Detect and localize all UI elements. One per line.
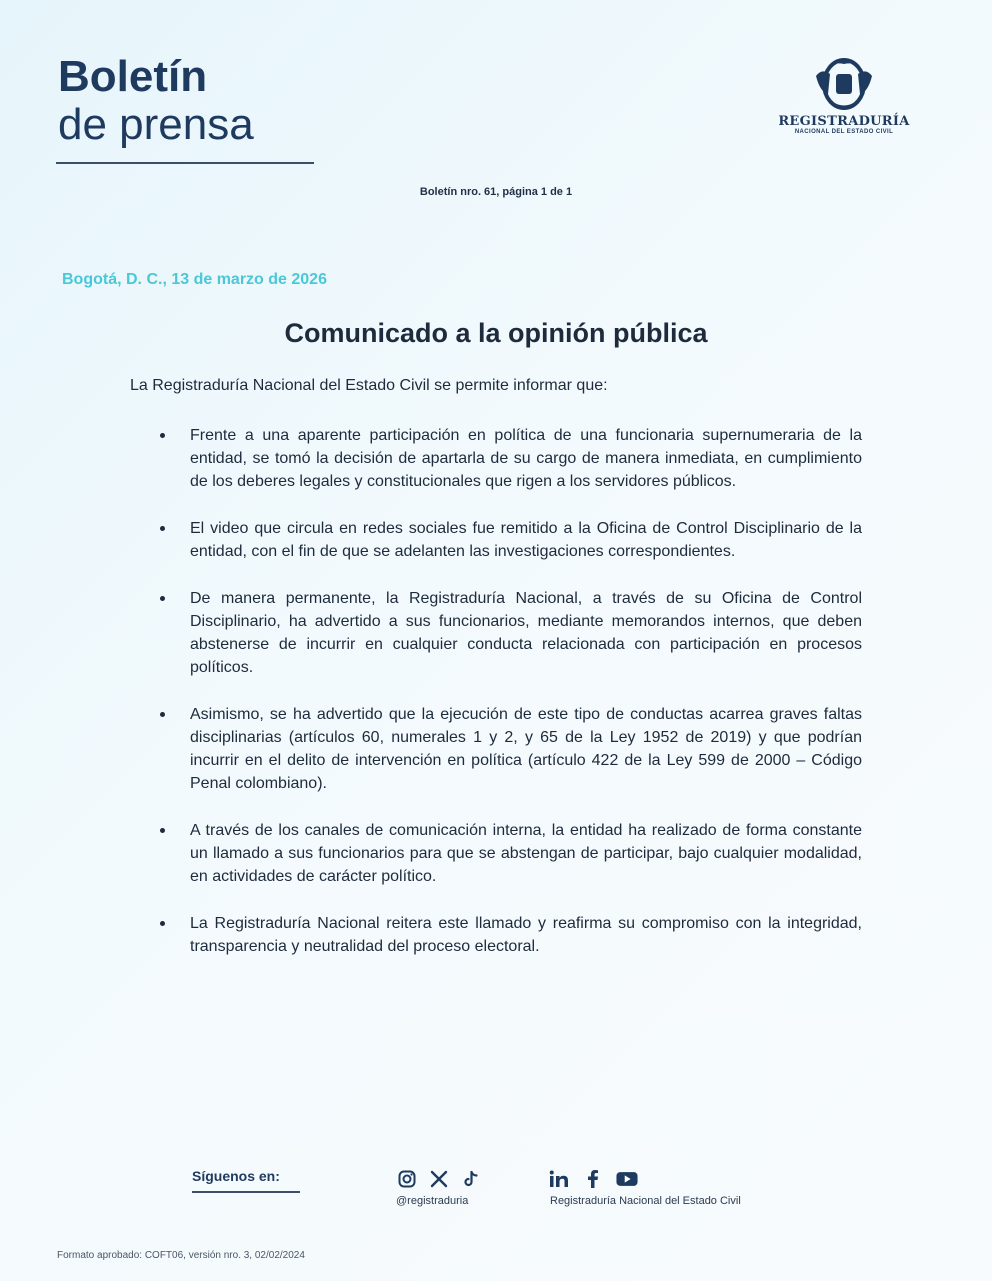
tiktok-icon[interactable] <box>460 1168 482 1190</box>
logo-subtitle: NACIONAL DEL ESTADO CIVIL <box>794 129 894 135</box>
bullet-icon <box>160 921 165 926</box>
x-icon[interactable] <box>428 1168 450 1190</box>
page-title: Comunicado a la opinión pública <box>284 318 708 348</box>
instagram-icon[interactable] <box>396 1168 418 1190</box>
coat-of-arms-icon <box>810 54 878 112</box>
logo-name: REGISTRADURÍA <box>778 114 910 129</box>
follow-label: Síguenos en: <box>192 1168 280 1184</box>
facebook-icon[interactable] <box>582 1168 604 1190</box>
bullet-icon <box>160 712 165 717</box>
list-item <box>160 424 862 493</box>
social-icons-group-2 <box>548 1168 638 1190</box>
bullet-icon <box>160 596 165 601</box>
list-item-text: Frente a una aparente participación en política de una funcionaria supernumeraria de la entidad, se tomó la decisión de apartarla de su cargo de manera inmediata, en cumplimiento de los deberes legales y constitucionales que rigen a los servidores públicos. <box>190 427 862 490</box>
youtube-icon[interactable] <box>616 1168 638 1190</box>
list-item-text: El video que circula en redes sociales fue remitido a la Oficina de Control Disciplinario de la entidad, con el fin de que se adelanten las investigaciones correspondientes. <box>190 520 862 560</box>
statement-list <box>160 424 862 982</box>
social-handle: @registraduria <box>396 1195 469 1207</box>
press-date: Bogotá, D. C., 13 de marzo de 2026 <box>62 271 327 288</box>
list-item-text: Asimismo, se ha advertido que la ejecución de este tipo de conductas acarrea graves faltas disciplinarias (artículos 60, numerales 1 y 2, y 65 de la Ley 1952 de 2019) y que podrían incurrir en el delito de intervención en política (artículo 422 de la Ley 599 de 2000 – Código Penal colombiano). <box>190 706 862 792</box>
list-item <box>160 703 862 795</box>
format-note: Formato aprobado: COFT06, versión nro. 3, 02/02/2024 <box>57 1250 305 1261</box>
list-item <box>160 819 862 888</box>
list-item <box>160 517 862 563</box>
list-item-text: A través de los canales de comunicación interna, la entidad ha realizado de forma constante un llamado a sus funcionarios para que se abstengan de participar, bajo cualquier modalidad, en actividades de carácter político. <box>190 822 862 885</box>
title-divider <box>56 162 314 164</box>
list-item-text: De manera permanente, la Registraduría Nacional, a través de su Oficina de Control Disciplinario, ha advertido a sus funcionarios, mediante memorandos internos, que deben abstenerse de incurrir en cualquier conducta relacionada con participación en procesos políticos. <box>190 590 862 676</box>
linkedin-icon[interactable] <box>548 1168 570 1190</box>
registraduria-logo <box>770 54 918 146</box>
organization-name: Registraduría Nacional del Estado Civil <box>550 1195 741 1207</box>
list-item-text: La Registraduría Nacional reitera este llamado y reafirma su compromiso con la integridad, transparencia y neutralidad del proceso electoral. <box>190 915 862 955</box>
bullet-icon <box>160 433 165 438</box>
title-line-1: Boletín <box>58 52 208 101</box>
intro-paragraph: La Registraduría Nacional del Estado Civil se permite informar que: <box>130 377 608 394</box>
bullet-icon <box>160 828 165 833</box>
bullet-icon <box>160 526 165 531</box>
list-item <box>160 912 862 958</box>
list-item <box>160 587 862 679</box>
title-line-2: de prensa <box>58 100 254 149</box>
social-icons-group-1 <box>396 1168 482 1190</box>
follow-divider <box>192 1191 300 1193</box>
bulletin-number: Boletín nro. 61, página 1 de 1 <box>419 186 573 198</box>
